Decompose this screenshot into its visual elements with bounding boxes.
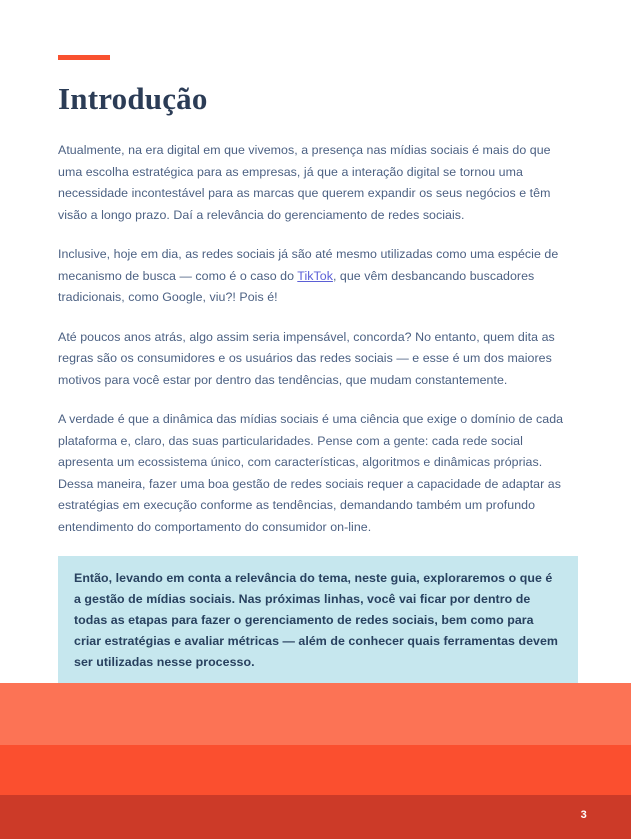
- paragraph-2-text-after-link: , que vêm desbancando buscadores tradicionais, como Google, viu?! Pois é!: [58, 268, 535, 305]
- footer-band-dark: [0, 795, 631, 839]
- paragraph-3: Até poucos anos atrás, algo assim seria impensável, concorda? No entanto, quem dita as regras são os consumidores e os usuários das redes sociais — e esse é um dos maiores motivos para você estar por dentro das tendências, que mudam constantemente.: [58, 329, 555, 387]
- paragraph-4: A verdade é que a dinâmica das mídias sociais é uma ciência que exige o domínio de cada plataforma e, claro, das suas particularidades. Pense com a gente: cada rede social apresenta um ecossistema único, com características, algoritmos e dinâmicas próprias. Dessa maneira, fazer uma boa gestão de redes sociais requer a capacidade de adaptar as estratégias em execução conforme as tendências, demandando também um profundo entendimento do comportamento do consumidor on-line.: [58, 412, 564, 534]
- footer-band-mid: [0, 745, 631, 795]
- paragraph-2-text-before-link: Inclusive, hoje em dia, as redes sociais já são até mesmo utilizadas como uma espécie de mecanismo de busca — como é o caso do: [58, 247, 559, 283]
- page-title: Introdução: [58, 81, 208, 116]
- paragraph-1: Atualmente, na era digital em que vivemos, a presença nas mídias sociais é mais do que uma escolha estratégica para as empresas, já que a interação digital se tornou uma necessidade incontestável para as marcas que querem expandir os seus negócios e têm visão a longo prazo. Daí a relevância do gerenciamento de redes sociais.: [58, 143, 551, 222]
- page-number: 3: [580, 809, 587, 821]
- page-content: [58, 55, 570, 765]
- title-accent-bar: [58, 55, 110, 60]
- footer-band-light: [0, 683, 631, 745]
- footer-decorative-bands: [0, 683, 631, 839]
- tiktok-link[interactable]: TikTok: [297, 268, 333, 283]
- highlight-callout-box: [58, 556, 578, 686]
- callout-text: Então, levando em conta a relevância do tema, neste guia, exploraremos o que é a gestão de mídias sociais. Nas próximas linhas, você vai ficar por dentro de todas as etapas para fazer o gerenciamento de redes sociais, bem como para criar estratégias e avaliar métricas — além de conhecer quais ferramentas devem ser utilizadas nesse processo.: [74, 571, 558, 670]
- paragraph-2: [58, 244, 570, 309]
